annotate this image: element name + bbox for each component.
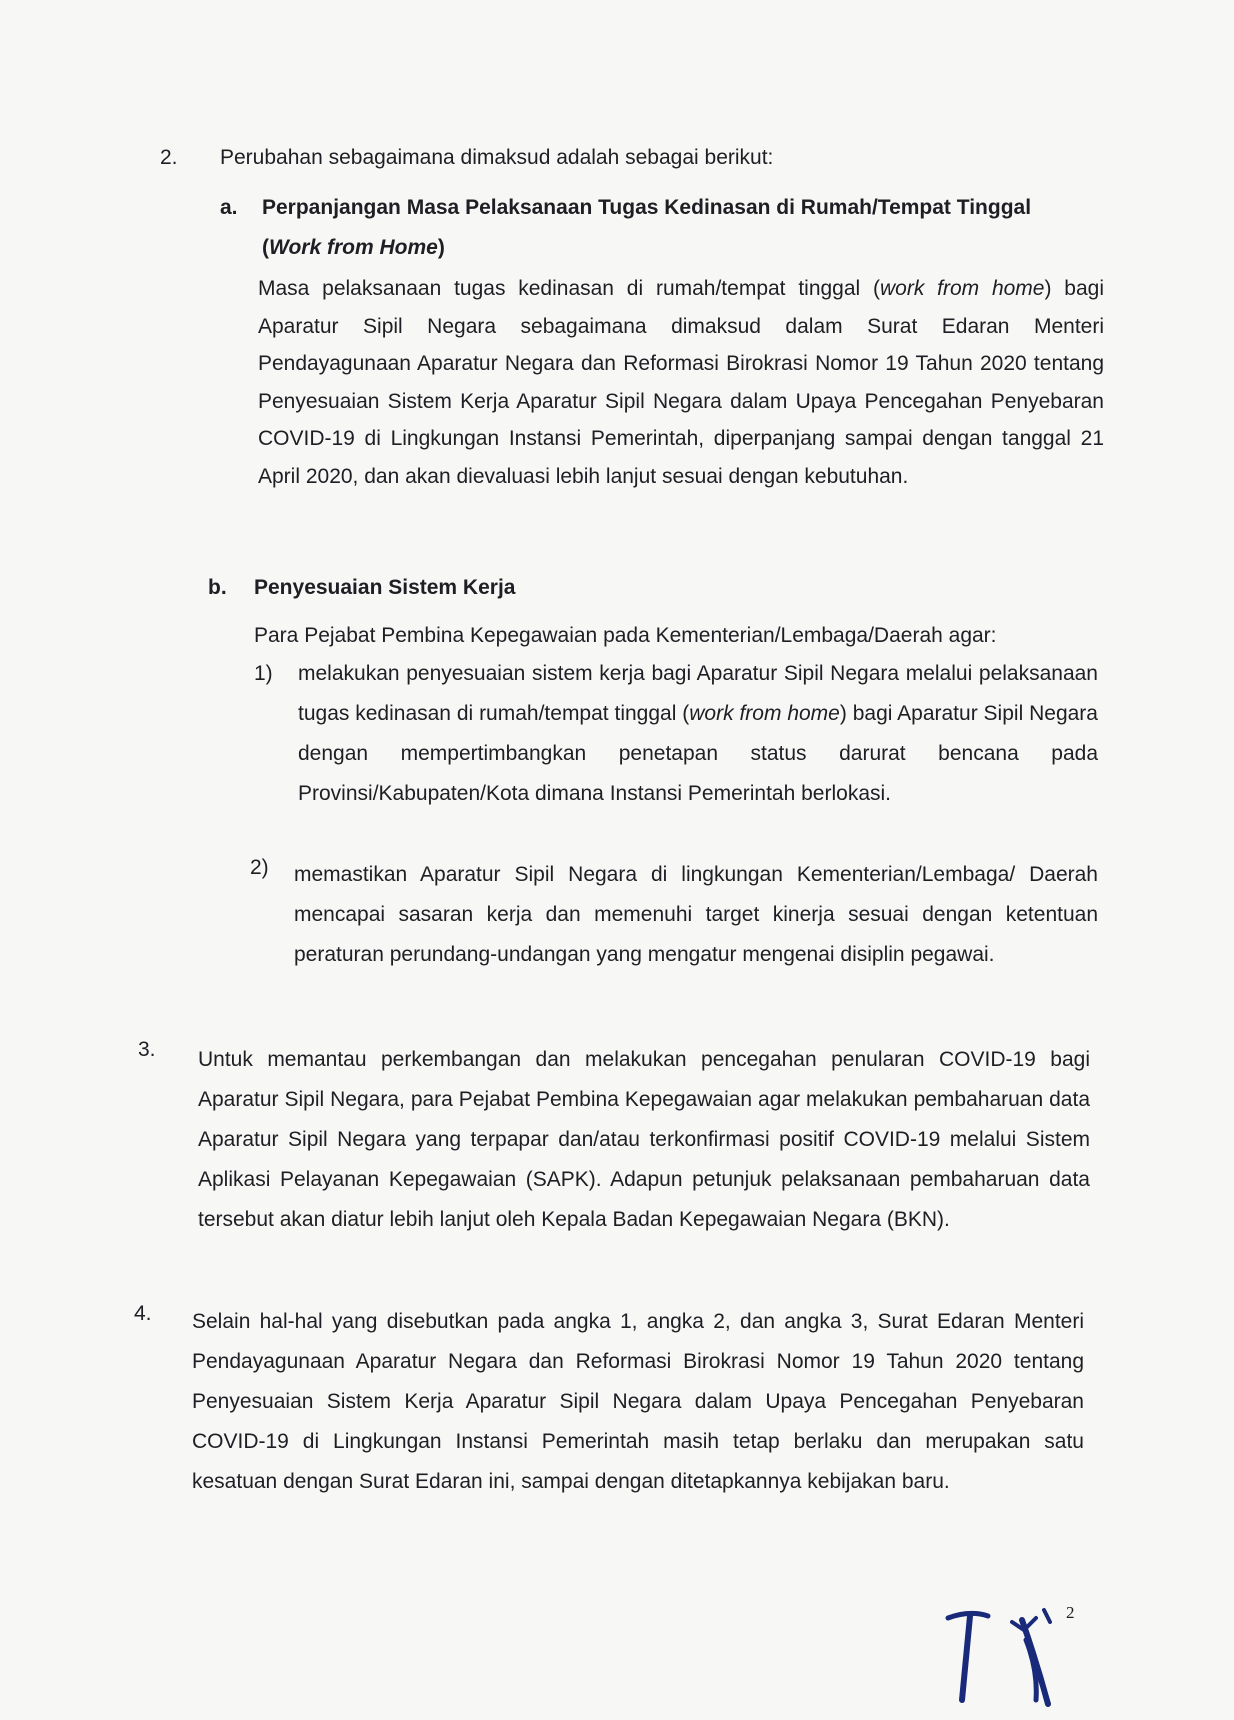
item-a-text-1: Masa pelaksanaan tugas kedinasan di rumah/tempat tinggal ( [258,277,880,300]
item-b1-italic: work from home [689,702,840,725]
item-a-title-paren-close: ) [437,236,445,259]
section-3-number: 3. [138,1038,156,1061]
section-2-intro: Perubahan sebagaimana dimaksud adalah sebagai berikut: [220,146,774,169]
item-a-title [262,188,1104,268]
section-4-number: 4. [134,1302,152,1325]
item-a-title-paren-open: ( [262,236,269,259]
item-b1-number: 1) [254,662,273,685]
section-3-text: Untuk memantau perkembangan dan melakukan pencegahan penularan COVID-19 bagi Aparatur Sipil Negara, para Pejabat Pembina Kepegawaian agar melakukan pembaharuan data Aparatur Sipil Negara yang terpapar dan/atau terkonfirmasi positif COVID-19 melalui Sistem Aplikasi Pelayanan Kepegawaian (SAPK). Adapun petunjuk pelaksanaan pembaharuan data tersebut akan diatur lebih lanjut oleh Kepala Badan Kepegawaian Negara (BKN). [198,1048,1090,1231]
item-b1-text-2: ) bagi Aparatur Sipil Negara dengan mempertimbangkan penetapan status darurat bencana pada Provinsi/Kabupaten/Kota dimana Instansi Pemerintah berlokasi. [298,702,1098,805]
item-b2-text: memastikan Aparatur Sipil Negara di lingkungan Kementerian/Lembaga/ Daerah mencapai sasaran kerja dan memenuhi target kinerja sesuai dengan ketentuan peraturan perundang-undangan yang mengatur mengenai disiplin pegawai. [294,863,1098,966]
signature-initials [940,1600,1070,1710]
page-number: 2 [1066,1603,1075,1622]
section-4-text: Selain hal-hal yang disebutkan pada angka 1, angka 2, dan angka 3, Surat Edaran Menteri Pendayagunaan Aparatur Negara dan Reformasi Birokrasi Nomor 19 Tahun 2020 tentang Penyesuaian Sistem Kerja Aparatur Sipil Negara dalam Upaya Pencegahan Penyebaran COVID-19 di Lingkungan Instansi Pemerintah masih tetap berlaku dan merupakan satu kesatuan dengan Surat Edaran ini, sampai dengan ditetapkannya kebijakan baru. [192,1310,1084,1493]
item-a-title-italic: Work from Home [269,236,438,259]
item-b-letter: b. [208,576,227,599]
item-a-letter: a. [220,196,238,219]
item-b-title: Penyesuaian Sistem Kerja [254,576,516,599]
item-b2-number: 2) [250,856,269,879]
item-a-paragraph [258,270,1104,495]
item-b1-text-1: melakukan penyesuaian sistem kerja bagi Aparatur Sipil Negara melalui pelaksanaan tugas kedinasan di rumah/tempat tinggal ( [298,662,1098,725]
item-b-intro: Para Pejabat Pembina Kepegawaian pada Kementerian/Lembaga/Daerah agar: [254,624,997,647]
item-a-title-line1: Perpanjangan Masa Pelaksanaan Tugas Kedinasan di Rumah/Tempat Tinggal [262,196,1032,219]
section-2-number: 2. [160,146,178,169]
item-a-text-2: ) bagi Aparatur Sipil Negara sebagaimana dimaksud dalam Surat Edaran Menteri Pendayagunaan Aparatur Negara dan Reformasi Birokrasi Nomor 19 Tahun 2020 tentang Penyesuaian Sistem Kerja Aparatur Sipil Negara dalam Upaya Pencegahan Penyebaran COVID-19 di Lingkungan Instansi Pemerintah, diperpanjang sampai dengan tanggal 21 April 2020, dan akan dievaluasi lebih lanjut sesuai dengan kebutuhan. [258,277,1105,488]
item-b1-text [298,654,1098,814]
item-a-text-italic: work from home [880,277,1045,300]
